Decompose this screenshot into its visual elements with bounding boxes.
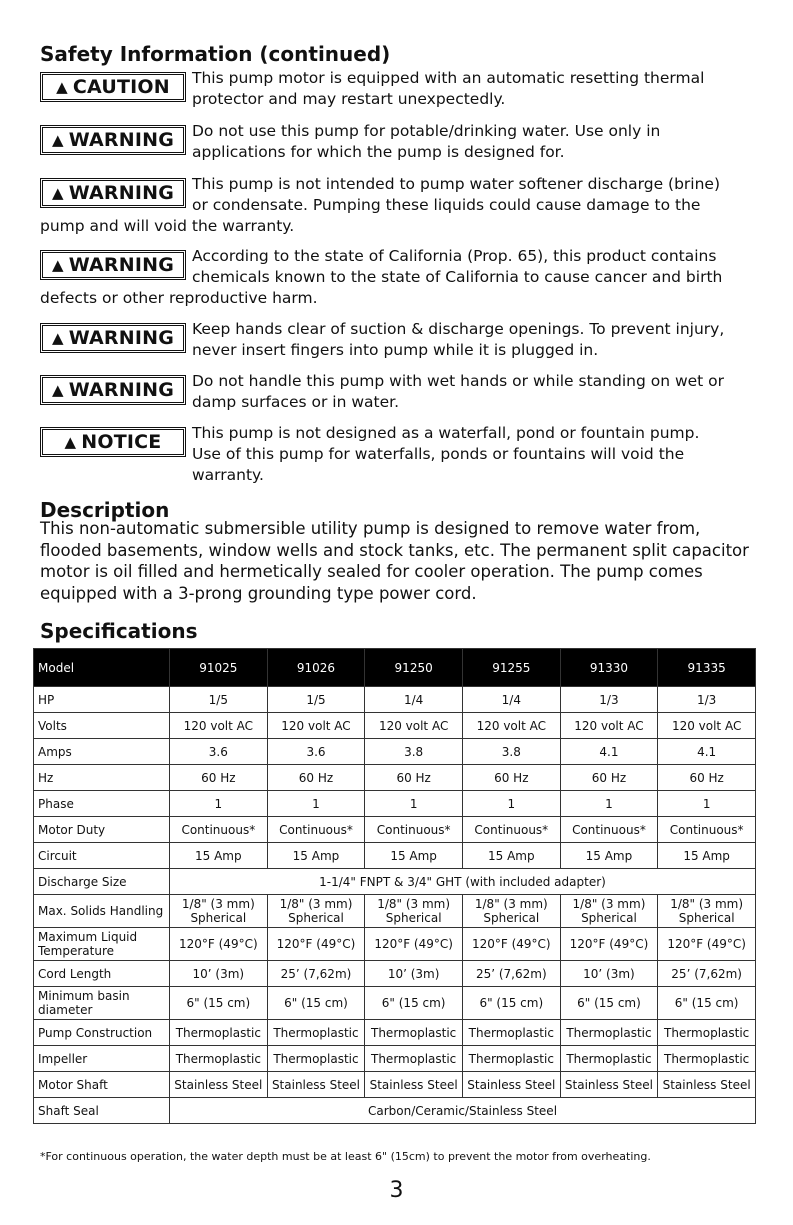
spec-value: 6" (15 cm) [462,987,560,1020]
notice-text-overflow: pump and will void the warranty. [40,217,295,235]
spec-row [34,961,756,987]
spec-value: 10’ (3m) [560,961,658,987]
spec-value: Thermoplastic [462,1046,560,1072]
spec-value: 25’ (7,62m) [462,961,560,987]
model-column-header: 91025 [170,649,268,687]
notice-text-line: warranty. [192,466,264,484]
notice-text-line: applications for which the pump is designed for. [192,143,565,161]
spec-label: Discharge Size [34,869,170,895]
spec-label: Motor Shaft [34,1072,170,1098]
notice-text-line: chemicals known to the state of California to cause cancer and birth [192,268,723,286]
model-column-header: 91250 [365,649,463,687]
spec-row [34,765,756,791]
spec-value: Stainless Steel [267,1072,365,1098]
description-text: This non-automatic submersible utility pump is designed to remove water from, flooded basements, window wells and stock tanks, etc. The permanent split capacitor motor is oil filled and hermetically sealed for cooler operation. The pump comes equipped with a 3-prong grounding type power cord. [40,519,749,603]
spec-label: Amps [34,739,170,765]
warning-triangle-icon: ▲ [51,380,64,399]
spec-label: Shaft Seal [34,1098,170,1124]
spec-value: 120 volt AC [560,713,658,739]
specifications-heading: Specifications [40,619,198,643]
notice-text-line: This pump motor is equipped with an automatic resetting thermal [192,69,705,87]
spec-value: 4.1 [560,739,658,765]
notice-text-line: Use of this pump for waterfalls, ponds or fountains will void the [192,445,685,463]
spec-value: 3.6 [170,739,268,765]
spec-value: Stainless Steel [560,1072,658,1098]
warning-triangle-icon: ▲ [56,77,68,96]
spec-value: 60 Hz [365,765,463,791]
model-column-header: 91330 [560,649,658,687]
spec-row [34,739,756,765]
spec-value: 1/4 [462,687,560,713]
spec-value: 3.6 [267,739,365,765]
spec-label: Pump Construction [34,1020,170,1046]
badge-label: WARNING [68,181,175,204]
spec-value: 120 volt AC [365,713,463,739]
notice-text-line: Keep hands clear of suction & discharge openings. To prevent injury, [192,320,725,338]
spec-value: 120 volt AC [170,713,268,739]
spec-row [34,1098,756,1124]
spec-row [34,687,756,713]
spec-value: 25’ (7,62m) [658,961,756,987]
spec-value: 1 [658,791,756,817]
spec-value: 60 Hz [560,765,658,791]
spec-value: 1/3 [658,687,756,713]
spec-value: 4.1 [658,739,756,765]
spec-merged-value: Carbon/Ceramic/Stainless Steel [170,1098,756,1124]
spec-value: 60 Hz [170,765,268,791]
badge-label: CAUTION [72,75,170,98]
spec-value: Thermoplastic [170,1046,268,1072]
footnote: *For continuous operation, the water depth must be at least 6" (15cm) to prevent the motor from overheating. [40,1150,651,1163]
spec-value: 120°F (49°C) [267,928,365,961]
spec-row [34,713,756,739]
spec-value: 120°F (49°C) [365,928,463,961]
spec-label: Hz [34,765,170,791]
spec-merged-value: 1-1/4" FNPT & 3/4" GHT (with included adapter) [170,869,756,895]
spec-row [34,1072,756,1098]
spec-label: Phase [34,791,170,817]
spec-label: Minimum basin diameter [34,987,170,1020]
notice-warning [40,319,752,361]
spec-label: Maximum Liquid Temperature [34,928,170,961]
spec-value: Thermoplastic [658,1020,756,1046]
notice-text-line: This pump is not intended to pump water softener discharge (brine) [192,175,721,193]
spec-value: 120°F (49°C) [462,928,560,961]
model-column-header: 91335 [658,649,756,687]
spec-value: 15 Amp [462,843,560,869]
notice-caution [40,68,752,110]
badge-label: WARNING [68,253,175,276]
spec-value: Thermoplastic [365,1020,463,1046]
spec-row [34,1046,756,1072]
spec-row [34,869,756,895]
warning-triangle-icon: ▲ [51,183,64,202]
spec-row [34,791,756,817]
spec-value: Thermoplastic [267,1046,365,1072]
spec-value: 1/8" (3 mm) Spherical [658,895,756,928]
spec-value: 3.8 [365,739,463,765]
spec-value: 120 volt AC [462,713,560,739]
notice-warning [40,121,752,163]
warning-triangle-icon: ▲ [51,328,64,347]
badge-label: WARNING [68,378,175,401]
notice-text-line: Do not handle this pump with wet hands or while standing on wet or [192,372,725,390]
notice-text-line: protector and may restart unexpectedly. [192,90,506,108]
spec-value: 6" (15 cm) [365,987,463,1020]
spec-value: 15 Amp [658,843,756,869]
notice-text-line: never insert fingers into pump while it is plugged in. [192,341,599,359]
model-column-header: 91026 [267,649,365,687]
spec-value: 1 [560,791,658,817]
spec-value: 1/4 [365,687,463,713]
spec-label: HP [34,687,170,713]
spec-value: 10’ (3m) [365,961,463,987]
spec-value: 60 Hz [658,765,756,791]
spec-value: Stainless Steel [170,1072,268,1098]
spec-value: Continuous* [462,817,560,843]
spec-row [34,1020,756,1046]
description-heading: Description [40,498,170,522]
spec-value: Continuous* [365,817,463,843]
spec-value: 120°F (49°C) [170,928,268,961]
spec-value: 1/8" (3 mm) Spherical [267,895,365,928]
spec-value: 10’ (3m) [170,961,268,987]
spec-value: 25’ (7,62m) [267,961,365,987]
spec-label: Motor Duty [34,817,170,843]
spec-value: Thermoplastic [365,1046,463,1072]
spec-value: 120°F (49°C) [658,928,756,961]
spec-value: 6" (15 cm) [658,987,756,1020]
model-column-header: 91255 [462,649,560,687]
spec-value: Thermoplastic [170,1020,268,1046]
notice-warning [40,371,752,413]
badge-label: WARNING [68,128,175,151]
spec-value: 120°F (49°C) [560,928,658,961]
notice-text-line: Do not use this pump for potable/drinking water. Use only in [192,122,661,140]
badge-label: NOTICE [81,430,162,453]
spec-value: 6" (15 cm) [170,987,268,1020]
spec-value: 60 Hz [462,765,560,791]
spec-value: Thermoplastic [462,1020,560,1046]
notice-notice [40,423,752,486]
spec-value: Continuous* [170,817,268,843]
spec-value: 1/5 [170,687,268,713]
notice-text-line: damp surfaces or in water. [192,393,399,411]
spec-value: 1/3 [560,687,658,713]
spec-value: 15 Amp [365,843,463,869]
spec-label: Impeller [34,1046,170,1072]
badge-label: WARNING [68,326,175,349]
spec-label: Max. Solids Handling [34,895,170,928]
spec-value: 1/8" (3 mm) Spherical [365,895,463,928]
spec-value: 1 [462,791,560,817]
spec-value: 15 Amp [267,843,365,869]
spec-value: 3.8 [462,739,560,765]
spec-value: 6" (15 cm) [560,987,658,1020]
notice-warning [40,246,752,309]
spec-value: 15 Amp [560,843,658,869]
warning-triangle-icon: ▲ [64,432,77,451]
spec-value: Thermoplastic [560,1046,658,1072]
spec-value: Thermoplastic [560,1020,658,1046]
warning-triangle-icon: ▲ [51,130,64,149]
notice-text-line: According to the state of California (Prop. 65), this product contains [192,247,717,265]
spec-row [34,987,756,1020]
spec-value: Thermoplastic [658,1046,756,1072]
page-number: 3 [389,1178,404,1203]
spec-row [34,895,756,928]
spec-value: Continuous* [658,817,756,843]
spec-label: Cord Length [34,961,170,987]
spec-value: 1/8" (3 mm) Spherical [170,895,268,928]
notice-text-line: This pump is not designed as a waterfall, pond or fountain pump. [192,424,700,442]
spec-value: 1 [365,791,463,817]
notice-warning [40,174,752,237]
spec-value: 1/8" (3 mm) Spherical [462,895,560,928]
spec-value: 1/8" (3 mm) Spherical [560,895,658,928]
spec-row [34,843,756,869]
spec-value: 6" (15 cm) [267,987,365,1020]
spec-value: 120 volt AC [658,713,756,739]
warning-triangle-icon: ▲ [51,255,64,274]
spec-value: 15 Amp [170,843,268,869]
spec-value: Stainless Steel [462,1072,560,1098]
spec-value: Stainless Steel [365,1072,463,1098]
spec-value: 1 [170,791,268,817]
spec-value: Stainless Steel [658,1072,756,1098]
spec-header-row [34,649,756,687]
spec-value: 60 Hz [267,765,365,791]
specifications-table [33,648,756,1124]
notice-text-line: or condensate. Pumping these liquids could cause damage to the [192,196,701,214]
spec-value: 1/5 [267,687,365,713]
notice-text-overflow: defects or other reproductive harm. [40,289,318,307]
spec-row [34,928,756,961]
spec-label: Circuit [34,843,170,869]
safety-heading: Safety Information (continued) [40,42,391,66]
spec-row [34,817,756,843]
spec-value: Continuous* [267,817,365,843]
spec-value: Continuous* [560,817,658,843]
spec-value: 1 [267,791,365,817]
model-header: Model [34,649,170,687]
spec-value: Thermoplastic [267,1020,365,1046]
spec-label: Volts [34,713,170,739]
spec-value: 120 volt AC [267,713,365,739]
